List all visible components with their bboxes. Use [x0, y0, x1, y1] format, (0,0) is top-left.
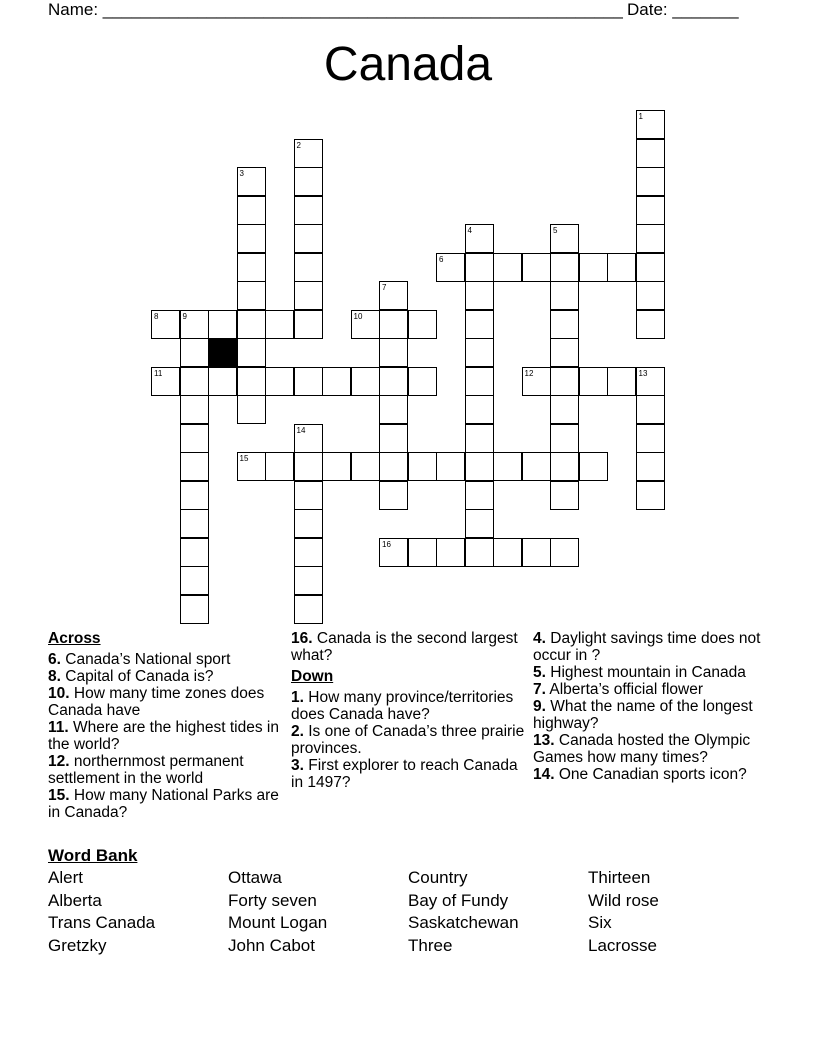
clue-number: 9.: [533, 698, 546, 715]
page-title: Canada: [323, 38, 493, 91]
cell-number: 14: [296, 425, 306, 435]
grid-cell[interactable]: [379, 538, 408, 567]
grid-cell[interactable]: [180, 367, 209, 396]
grid-cell[interactable]: [294, 281, 323, 310]
grid-cell[interactable]: [294, 452, 323, 481]
grid-cell[interactable]: [579, 452, 608, 481]
clue-down-1: [291, 689, 526, 723]
clue-text: Alberta’s official flower: [549, 681, 704, 698]
grid-cell[interactable]: [493, 253, 522, 282]
clue-number: 5.: [533, 664, 546, 681]
grid-cell[interactable]: [237, 310, 266, 339]
word-bank-item: Ottawa: [228, 868, 282, 887]
word-bank-title: Word Bank: [48, 846, 138, 865]
grid-cell[interactable]: [294, 595, 323, 624]
grid-cell[interactable]: [379, 281, 408, 310]
grid-cell[interactable]: [180, 566, 209, 595]
clue-number: 8.: [48, 668, 61, 685]
black-square: [208, 338, 237, 367]
cell-number: 7: [382, 283, 387, 292]
clue-down-14: [533, 766, 768, 783]
clue-text: Canada is the second largest what?: [291, 630, 518, 664]
grid-cell[interactable]: [636, 310, 665, 339]
clue-number: 2.: [291, 723, 304, 740]
clue-number: 1.: [291, 689, 304, 706]
grid-cell[interactable]: [294, 509, 323, 538]
grid-cell[interactable]: [436, 253, 465, 282]
grid-cell[interactable]: [636, 167, 665, 196]
grid-cell[interactable]: [237, 452, 266, 481]
cell-number: 6: [439, 254, 444, 264]
grid-cell[interactable]: [636, 452, 665, 481]
word-bank-item: Six: [588, 913, 612, 932]
grid-cell[interactable]: [465, 424, 494, 453]
word-bank-item: Alert: [48, 868, 83, 887]
grid-cell[interactable]: [465, 367, 494, 396]
grid-cell[interactable]: [636, 224, 665, 253]
grid-cell[interactable]: [294, 538, 323, 567]
down-heading: Down: [291, 668, 334, 685]
clue-text: How many province/territories does Canada have?: [291, 689, 514, 723]
word-bank-item: Gretzky: [48, 936, 107, 955]
grid-cell[interactable]: [379, 310, 408, 339]
grid-cell[interactable]: [237, 224, 266, 253]
grid-cell[interactable]: [436, 538, 465, 567]
grid-cell[interactable]: [208, 367, 237, 396]
clue-text: Highest mountain in Canada: [550, 664, 746, 681]
clue-text: Canada hosted the Olympic Games how many times?: [533, 732, 751, 766]
grid-cell[interactable]: [180, 310, 209, 339]
word-bank-item: Country: [408, 868, 468, 887]
word-bank-item: Lacrosse: [588, 936, 657, 955]
grid-cell[interactable]: [493, 538, 522, 567]
clue-text: How many National Parks are in Canada?: [48, 787, 279, 821]
grid-cell[interactable]: [465, 395, 494, 424]
grid-cell[interactable]: [351, 452, 380, 481]
grid-cell[interactable]: [522, 452, 551, 481]
clue-down-3: [291, 757, 526, 791]
cell-number: 11: [154, 368, 163, 378]
grid-cell[interactable]: [550, 538, 579, 567]
cell-number: 16: [382, 539, 391, 549]
clue-column-1: [48, 630, 283, 821]
grid-cell[interactable]: [237, 167, 266, 196]
word-bank-item: Thirteen: [588, 868, 651, 887]
grid-cell[interactable]: [351, 367, 380, 396]
grid-cell[interactable]: [522, 367, 551, 396]
grid-cell[interactable]: [465, 338, 494, 367]
grid-cell[interactable]: [522, 253, 551, 282]
grid-cell[interactable]: [636, 395, 665, 424]
word-bank-item: Saskatchewan: [408, 913, 519, 932]
grid-cell[interactable]: [408, 538, 437, 567]
clue-down-13: [533, 732, 768, 766]
grid-cell[interactable]: [265, 452, 294, 481]
date-field: Date: _______: [627, 0, 739, 19]
grid-cell[interactable]: [180, 509, 209, 538]
clue-number: 7.: [533, 681, 546, 698]
word-bank-item: Forty seven: [228, 891, 317, 910]
cell-number: 2: [296, 140, 301, 150]
grid-cell[interactable]: [180, 395, 209, 424]
clue-number: 10.: [48, 685, 70, 702]
cell-number: 13: [638, 368, 648, 378]
clue-across-11: [48, 719, 283, 753]
cell-number: 1: [638, 112, 643, 121]
clue-down-4: [533, 630, 768, 664]
grid-cell[interactable]: [550, 310, 579, 339]
cell-number: 3: [239, 169, 244, 178]
grid-cell[interactable]: [265, 310, 294, 339]
cell-number: 15: [239, 454, 249, 463]
grid-cell[interactable]: [550, 424, 579, 453]
across-heading: Across: [48, 630, 101, 647]
clue-number: 4.: [533, 630, 546, 647]
cell-number: 12: [524, 368, 534, 378]
grid-cell[interactable]: [237, 367, 266, 396]
grid-cell[interactable]: [180, 538, 209, 567]
word-bank-item: John Cabot: [228, 936, 315, 955]
grid-cell[interactable]: [607, 367, 636, 396]
clue-number: 16.: [291, 630, 313, 647]
clue-text: northernmost permanent settlement in the world: [48, 753, 244, 787]
clue-number: 11.: [48, 719, 69, 736]
grid-cell[interactable]: [579, 367, 608, 396]
grid-cell[interactable]: [550, 338, 579, 367]
grid-cell[interactable]: [636, 196, 665, 225]
grid-cell[interactable]: [465, 253, 494, 282]
grid-cell[interactable]: [636, 367, 665, 396]
grid-cell[interactable]: [180, 481, 209, 510]
grid-cell[interactable]: [151, 367, 180, 396]
clue-text: Capital of Canada is?: [65, 668, 214, 685]
grid-cell[interactable]: [636, 481, 665, 510]
grid-cell[interactable]: [465, 281, 494, 310]
clue-number: 14.: [533, 766, 555, 783]
grid-cell[interactable]: [636, 110, 665, 139]
grid-cell[interactable]: [522, 538, 551, 567]
grid-cell[interactable]: [550, 253, 579, 282]
grid-cell[interactable]: [208, 310, 237, 339]
clue-number: 15.: [48, 787, 70, 804]
grid-cell[interactable]: [180, 595, 209, 624]
grid-cell[interactable]: [322, 367, 351, 396]
grid-cell[interactable]: [294, 367, 323, 396]
clue-across-10: [48, 685, 283, 719]
clue-across-8: [48, 668, 283, 685]
clue-down-5: [533, 664, 768, 681]
word-bank-item: Mount Logan: [228, 913, 328, 932]
clue-across-6: [48, 651, 283, 668]
grid-cell[interactable]: [237, 338, 266, 367]
clue-down-9: [533, 698, 768, 732]
grid-cell[interactable]: [550, 367, 579, 396]
cell-number: 5: [553, 226, 558, 235]
clue-column-3: [533, 630, 768, 783]
clue-text: Canada’s National sport: [65, 651, 231, 668]
grid-cell[interactable]: [379, 424, 408, 453]
grid-cell[interactable]: [493, 452, 522, 481]
grid-cell[interactable]: [408, 310, 437, 339]
grid-cell[interactable]: [180, 424, 209, 453]
grid-cell[interactable]: [636, 424, 665, 453]
clue-text: Daylight savings time does not occur in ?: [533, 630, 761, 664]
clue-number: 3.: [291, 757, 304, 774]
grid-cell[interactable]: [265, 367, 294, 396]
grid-cell[interactable]: [636, 253, 665, 282]
grid-cell[interactable]: [436, 452, 465, 481]
grid-cell[interactable]: [180, 338, 209, 367]
grid-cell[interactable]: [550, 281, 579, 310]
clue-number: 6.: [48, 651, 61, 668]
grid-cell[interactable]: [237, 253, 266, 282]
clue-across-16: [291, 630, 526, 664]
word-bank-item: Three: [408, 936, 453, 955]
grid-cell[interactable]: [550, 224, 579, 253]
clue-number: 12.: [48, 753, 70, 770]
clue-text: First explorer to reach Canada in 1497?: [291, 757, 518, 791]
clue-down-7: [533, 681, 768, 698]
grid-cell[interactable]: [379, 395, 408, 424]
grid-cell[interactable]: [294, 224, 323, 253]
clue-text: Is one of Canada’s three prairie provinces.: [291, 723, 525, 757]
clue-number: 13.: [533, 732, 555, 749]
grid-cell[interactable]: [465, 509, 494, 538]
grid-cell[interactable]: [550, 395, 579, 424]
clue-text: Where are the highest tides in the world?: [48, 719, 279, 753]
grid-cell[interactable]: [465, 224, 494, 253]
clue-text: One Canadian sports icon?: [558, 766, 747, 783]
word-bank-item: Alberta: [48, 891, 102, 910]
grid-cell[interactable]: [465, 452, 494, 481]
grid-cell[interactable]: [579, 253, 608, 282]
grid-cell[interactable]: [550, 452, 579, 481]
name-field: Name: _______________________________________________________: [48, 0, 623, 19]
grid-cell[interactable]: [550, 481, 579, 510]
grid-cell[interactable]: [465, 538, 494, 567]
grid-cell[interactable]: [408, 367, 437, 396]
grid-cell[interactable]: [294, 310, 323, 339]
grid-cell[interactable]: [294, 424, 323, 453]
cell-number: 4: [467, 226, 472, 235]
grid-cell[interactable]: [379, 338, 408, 367]
grid-cell[interactable]: [465, 481, 494, 510]
grid-cell[interactable]: [294, 253, 323, 282]
grid-cell[interactable]: [294, 566, 323, 595]
grid-cell[interactable]: [636, 281, 665, 310]
grid-cell[interactable]: [151, 310, 180, 339]
grid-cell[interactable]: [379, 481, 408, 510]
clue-column-2: [291, 630, 526, 791]
grid-cell[interactable]: [237, 395, 266, 424]
grid-cell[interactable]: [379, 452, 408, 481]
grid-cell[interactable]: [351, 310, 380, 339]
grid-cell[interactable]: [180, 452, 209, 481]
cell-number: 10: [353, 311, 363, 321]
grid-cell[interactable]: [379, 367, 408, 396]
cell-number: 8: [154, 311, 159, 321]
clue-across-12: [48, 753, 283, 787]
cell-number: 9: [182, 311, 187, 321]
clue-text: How many time zones does Canada have: [48, 685, 265, 719]
grid-cell[interactable]: [322, 452, 351, 481]
grid-cell[interactable]: [237, 196, 266, 225]
word-bank-item: Trans Canada: [48, 913, 156, 932]
grid-cell[interactable]: [294, 196, 323, 225]
grid-cell[interactable]: [607, 253, 636, 282]
grid-cell[interactable]: [636, 139, 665, 168]
clue-across-15: [48, 787, 283, 821]
grid-cell[interactable]: [237, 281, 266, 310]
word-bank-item: Bay of Fundy: [408, 891, 509, 910]
grid-cell[interactable]: [465, 310, 494, 339]
grid-cell[interactable]: [294, 167, 323, 196]
grid-cell[interactable]: [294, 481, 323, 510]
grid-cell[interactable]: [408, 452, 437, 481]
clue-text: What the name of the longest highway?: [533, 698, 753, 732]
clue-down-2: [291, 723, 526, 757]
word-bank-item: Wild rose: [588, 891, 659, 910]
grid-cell[interactable]: [294, 139, 323, 168]
